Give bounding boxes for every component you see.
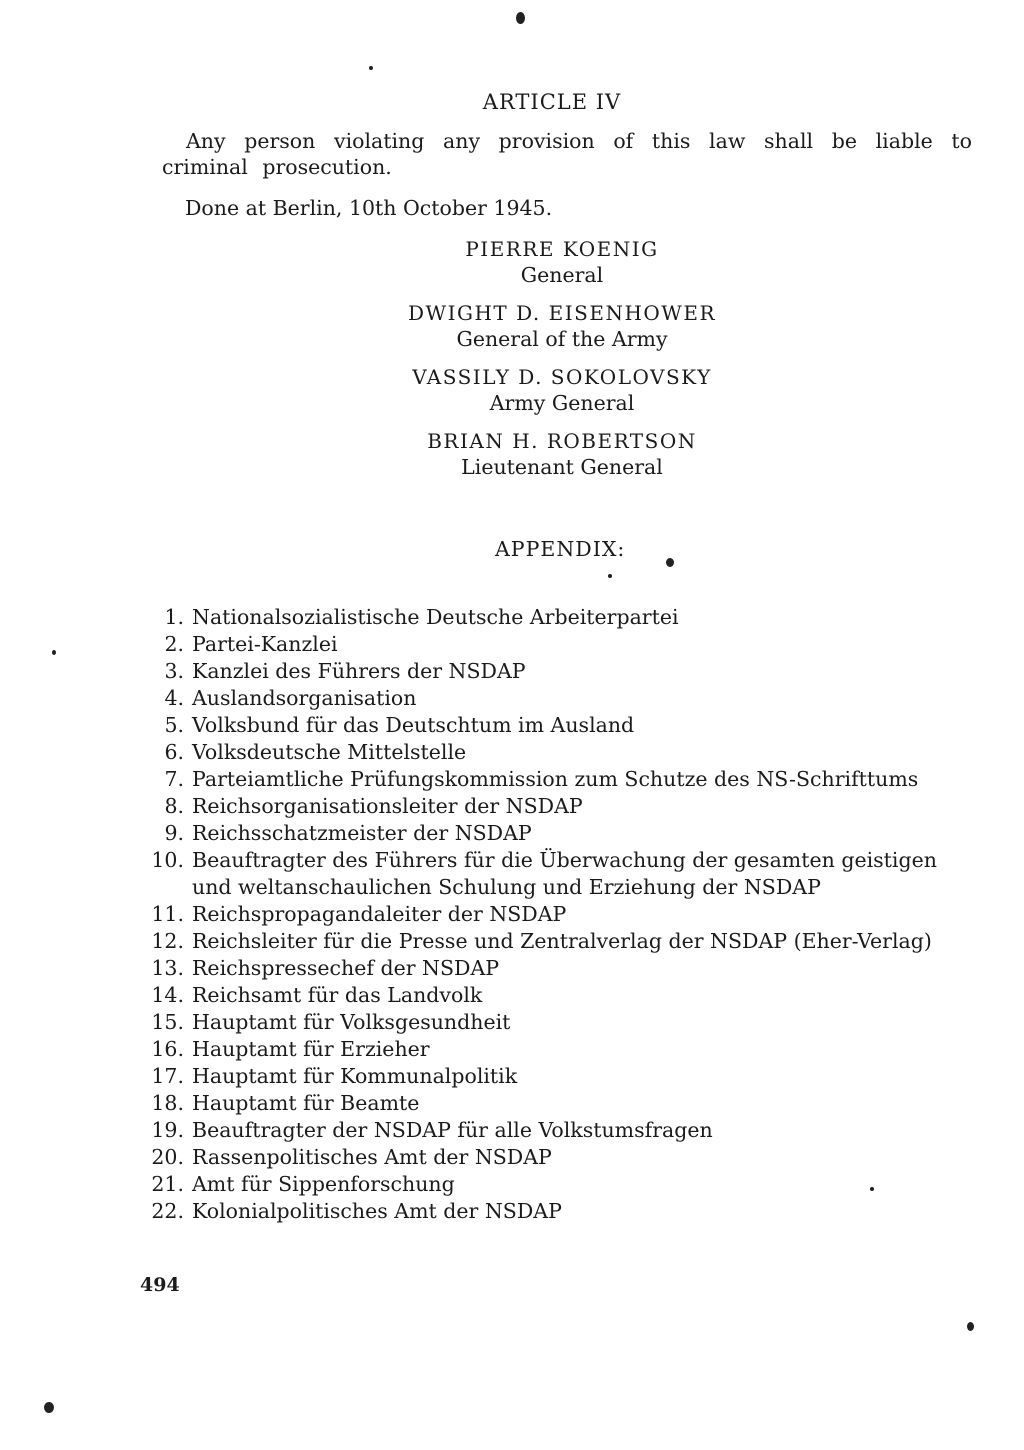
signatory-name: BRIAN H. ROBERTSON <box>427 429 697 453</box>
item-number: 7. <box>164 767 184 791</box>
list-item <box>140 982 970 1009</box>
list-item <box>140 1171 970 1198</box>
signatory <box>400 364 724 416</box>
signatory-title: General of the Army <box>456 327 668 351</box>
list-item <box>140 658 970 685</box>
item-text: Hauptamt für Volksgesundheit <box>192 1010 511 1034</box>
item-text: Reichsleiter für die Presse und Zentralverlag der NSDAP (Eher-Verlag) <box>192 929 932 953</box>
signatory-title: General <box>520 263 604 287</box>
list-item <box>140 820 970 847</box>
item-text: Beauftragter des Führers für die Überwachung der gesamten geistigen und weltanschaulichen Schulung und Erziehung der NSDAP <box>192 848 937 899</box>
item-text: Reichsamt für das Landvolk <box>192 983 483 1007</box>
article-heading: ARTICLE IV <box>482 90 622 114</box>
signatory-name: VASSILY D. SOKOLOVSKY <box>412 365 712 389</box>
item-text: Rassenpolitisches Amt der NSDAP <box>192 1145 552 1169</box>
scan-speck <box>516 12 525 24</box>
item-text: Reichspressechef der NSDAP <box>192 956 500 980</box>
list-item <box>140 1198 970 1225</box>
item-number: 19. <box>151 1118 184 1142</box>
item-number: 15. <box>151 1010 184 1034</box>
item-number: 1. <box>164 605 184 629</box>
list-item <box>140 955 970 982</box>
appendix-list <box>140 604 970 1225</box>
item-number: 20. <box>151 1145 184 1169</box>
article-body: Any person violating any provision of this law shall be liable to criminal prosecution. <box>162 129 972 179</box>
scan-speck <box>44 1402 54 1413</box>
list-item <box>140 928 970 955</box>
signatory <box>400 300 724 352</box>
item-number: 18. <box>151 1091 184 1115</box>
item-text: Parteiamtliche Prüfungskommission zum Schutze des NS-Schrifttums <box>192 767 919 791</box>
item-number: 9. <box>164 821 184 845</box>
item-text: Auslandsorganisation <box>192 686 417 710</box>
scan-speck <box>666 558 674 567</box>
list-item <box>140 1009 970 1036</box>
item-number: 21. <box>151 1172 184 1196</box>
list-item <box>140 1090 970 1117</box>
list-item <box>140 901 970 928</box>
item-number: 12. <box>151 929 184 953</box>
signatory-title: Lieutenant General <box>461 455 663 479</box>
signatory-name: PIERRE KOENIG <box>465 237 659 261</box>
signatory <box>400 428 724 480</box>
list-item <box>140 1036 970 1063</box>
item-number: 14. <box>151 983 184 1007</box>
item-number: 5. <box>164 713 184 737</box>
list-item <box>140 1117 970 1144</box>
item-text: Nationalsozialistische Deutsche Arbeiterpartei <box>192 605 679 629</box>
item-number: 11. <box>151 902 184 926</box>
signatory-title: Army General <box>489 391 635 415</box>
list-item <box>140 739 970 766</box>
done-line: Done at Berlin, 10th October 1945. <box>185 196 553 220</box>
item-number: 13. <box>151 956 184 980</box>
item-number: 2. <box>164 632 184 656</box>
item-text: Kanzlei des Führers der NSDAP <box>192 659 526 683</box>
item-text: Reichspropagandaleiter der NSDAP <box>192 902 567 926</box>
item-number: 8. <box>164 794 184 818</box>
scan-speck <box>52 650 56 655</box>
scan-speck <box>608 574 612 578</box>
item-text: Reichsorganisationsleiter der NSDAP <box>192 794 583 818</box>
item-text: Kolonialpolitisches Amt der NSDAP <box>192 1199 562 1223</box>
list-item <box>140 631 970 658</box>
list-item <box>140 1063 970 1090</box>
item-number: 10. <box>151 848 184 872</box>
signatories-block <box>400 236 724 492</box>
item-number: 4. <box>164 686 184 710</box>
list-item <box>140 847 970 901</box>
item-number: 16. <box>151 1037 184 1061</box>
item-text: Beauftragter der NSDAP für alle Volkstumsfragen <box>192 1118 713 1142</box>
list-item <box>140 604 970 631</box>
item-number: 6. <box>164 740 184 764</box>
item-text: Volksdeutsche Mittelstelle <box>192 740 467 764</box>
list-item <box>140 1144 970 1171</box>
list-item <box>140 766 970 793</box>
item-number: 3. <box>164 659 184 683</box>
appendix-title: APPENDIX: <box>495 537 626 561</box>
item-text: Hauptamt für Kommunalpolitik <box>192 1064 518 1088</box>
item-text: Amt für Sippenforschung <box>192 1172 455 1196</box>
list-item <box>140 793 970 820</box>
signatory-name: DWIGHT D. EISENHOWER <box>408 301 716 325</box>
item-text: Reichsschatzmeister der NSDAP <box>192 821 532 845</box>
scan-speck <box>369 66 373 70</box>
scan-speck <box>967 1322 974 1331</box>
list-item <box>140 712 970 739</box>
item-number: 17. <box>151 1064 184 1088</box>
item-text: Hauptamt für Erzieher <box>192 1037 430 1061</box>
signatory <box>400 236 724 288</box>
item-number: 22. <box>151 1199 184 1223</box>
scan-speck <box>870 1187 874 1191</box>
page-number: 494 <box>140 1274 180 1296</box>
item-text: Hauptamt für Beamte <box>192 1091 420 1115</box>
list-item <box>140 685 970 712</box>
item-text: Partei-Kanzlei <box>192 632 338 656</box>
item-text: Volksbund für das Deutschtum im Ausland <box>192 713 635 737</box>
